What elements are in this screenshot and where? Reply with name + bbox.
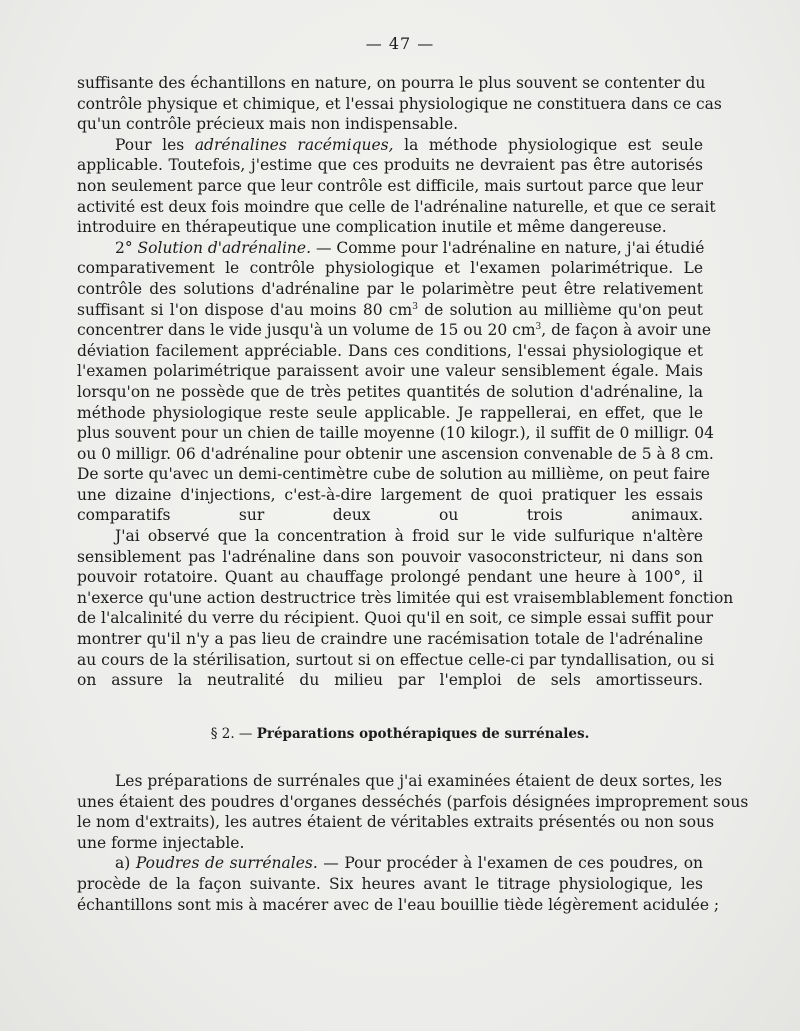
section-heading: § 2. — Préparations opothérapiques de surrénales. (210, 726, 590, 742)
paragraph-5: Les préparations de surrénales que j'ai examinées étaient de deux sortes, les unes étaient des poudres d'organes desséchés (parfois désignées improprement sous le nom d'extraits), les autres étaient de véritables extraits présentés ou non sous une forme injectable. (77, 772, 749, 852)
paragraph-6: a) Poudres de surrénales. — Pour procéder à l'examen de ces poudres, on procède de la façon suivante. Six heures avant le titrage physiologique, les échantillons sont mis à macérer avec de l'eau bouillie tiède légèrement acidulée ; (77, 854, 720, 914)
paragraph-3: 2° Solution d'adrénaline. — Comme pour l'adrénaline en nature, j'ai étudié comparativement le contrôle physiologique et l'examen polarimétrique. Le contrôle des solutions d'adrénaline par le polarimètre peut être relativement suffisant si l'on dispose d'au moins 80 $cm^3$ de solution au millième qu'on peut concentrer dans le vide jusqu'à un volume de 15 ou 20 $cm^3$, de façon à avoir une déviation facilement appréciable. Dans ces conditions, l'essai physiologique et l'examen polarimétrique paraissent avoir une valeur sensiblement égale. Mais lorsqu'on ne possède que de très petites quantités de solution d'adrénaline, la méthode physiologique reste seule applicable. Je rappellerai, en effet, que le plus souvent pour un chien de taille moyenne (10 kilogr.), il suffit de 0 milligr. 04 ou 0 milligr. 06 d'adrénaline pour obtenir une ascension convenable de 5 à 8 cm. De sorte qu'avec un demi-centimètre cube de solution au millième, on peut faire une dizaine d'injections, c'est-à-dire largement de quoi pratiquer les essais comparatifs sur deux ou trois animaux. (77, 238, 714, 525)
paragraph-4: J'ai observé que la concentration à froid sur le vide sulfurique n'altère sensiblement pas l'adrénaline dans son pouvoir vasoconstricteur, ni dans son pouvoir rotatoire. Quant au chauffage prolongé pendant une heure à 100°, il n'exerce qu'une action destructrice très limitée qui est vraisemblablement fonction de l'alcalinité du verre du récipient. Quoi qu'il en soit, ce simple essai suffit pour montrer qu'il n'y a pas lieu de craindre une racémisation totale de l'adrénaline au cours de la stérilisation, surtout si on effectue celle-ci par tyndallisation, ou si on assure la neutralité du milieu par l'emploi de sels amortisseurs. (77, 527, 734, 690)
paragraph-2: Pour les adrénalines racémiques, la méthode physiologique est seule applicable. Toutefois, j'estime que ces produits ne devraient pas être autorisés non seulement parce que leur contrôle est difficile, mais surtout parce que leur activité est deux fois moindre que celle de l'adrénaline naturelle, et que ce serait introduire en thérapeutique une complication inutile et même dangereuse. (77, 135, 716, 237)
paragraph-1: suffisante des échantillons en nature, on pourra le plus souvent se contenter du contrôle physique et chimique, et l'essai physiologique ne constituera dans ce cas qu'un contrôle précieux mais non indispensable. (77, 74, 722, 134)
body-text-part-2 (77, 771, 749, 915)
page-number: — 47 — (365, 34, 435, 53)
body-text-part-1 (77, 73, 734, 691)
